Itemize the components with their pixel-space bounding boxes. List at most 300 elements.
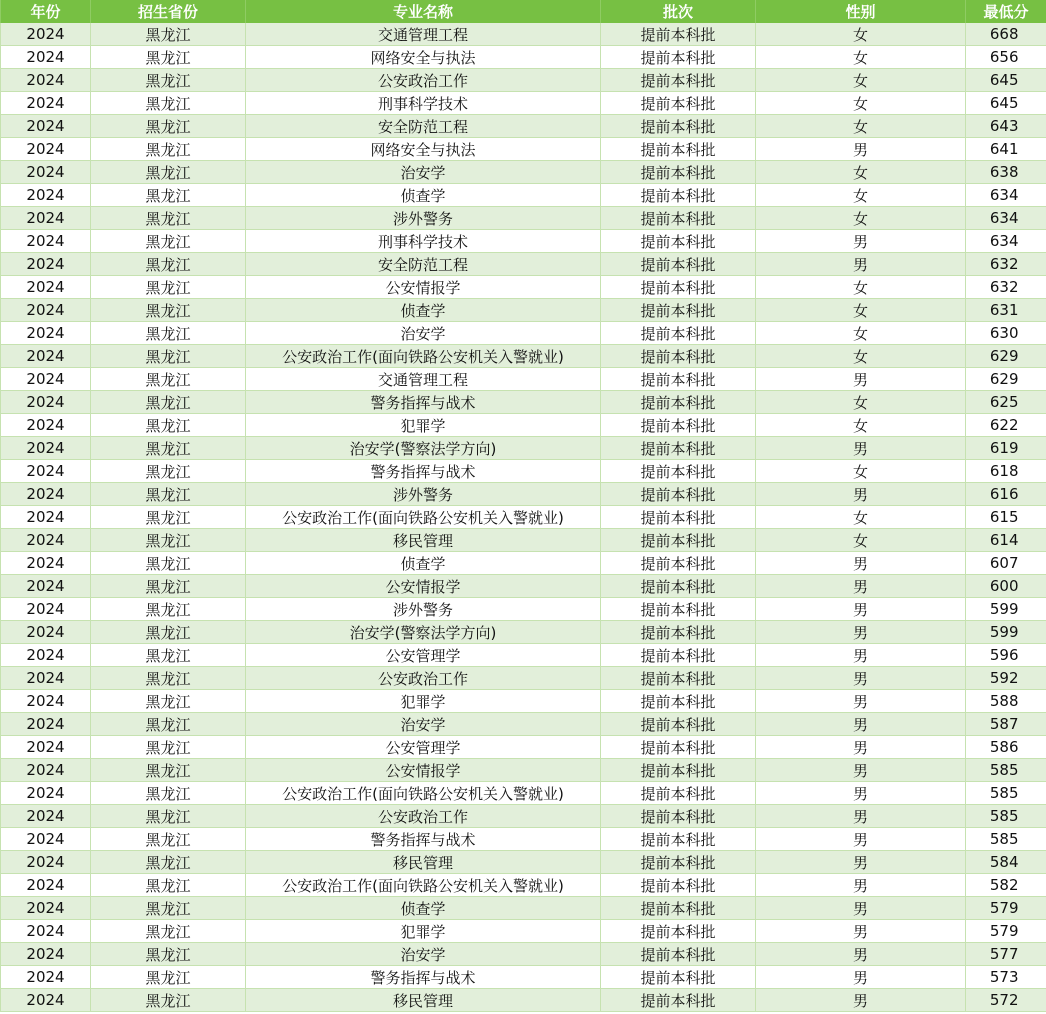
cell-province: 黑龙江 (91, 23, 246, 46)
cell-gender: 男 (756, 621, 966, 644)
cell-min-score: 579 (966, 920, 1046, 943)
cell-gender: 男 (756, 713, 966, 736)
table-row (1, 713, 1046, 736)
cell-batch: 提前本科批 (601, 874, 756, 897)
cell-province: 黑龙江 (91, 437, 246, 460)
cell-province: 黑龙江 (91, 621, 246, 644)
cell-gender: 女 (756, 115, 966, 138)
cell-gender: 男 (756, 437, 966, 460)
cell-year: 2024 (1, 115, 91, 138)
cell-min-score: 585 (966, 828, 1046, 851)
cell-year: 2024 (1, 644, 91, 667)
cell-province: 黑龙江 (91, 115, 246, 138)
cell-gender: 女 (756, 414, 966, 437)
cell-year: 2024 (1, 368, 91, 391)
cell-batch: 提前本科批 (601, 184, 756, 207)
cell-batch: 提前本科批 (601, 851, 756, 874)
cell-year: 2024 (1, 782, 91, 805)
cell-major: 警务指挥与战术 (246, 828, 601, 851)
cell-major: 公安政治工作(面向铁路公安机关入警就业) (246, 345, 601, 368)
cell-batch: 提前本科批 (601, 115, 756, 138)
cell-gender: 女 (756, 322, 966, 345)
cell-batch: 提前本科批 (601, 437, 756, 460)
cell-major: 安全防范工程 (246, 115, 601, 138)
cell-province: 黑龙江 (91, 299, 246, 322)
cell-province: 黑龙江 (91, 92, 246, 115)
cell-province: 黑龙江 (91, 207, 246, 230)
table-row (1, 805, 1046, 828)
cell-major: 侦查学 (246, 299, 601, 322)
table-row (1, 322, 1046, 345)
cell-year: 2024 (1, 690, 91, 713)
cell-major: 涉外警务 (246, 598, 601, 621)
cell-year: 2024 (1, 391, 91, 414)
cell-year: 2024 (1, 138, 91, 161)
cell-min-score: 582 (966, 874, 1046, 897)
cell-min-score: 634 (966, 184, 1046, 207)
table-row (1, 299, 1046, 322)
cell-province: 黑龙江 (91, 690, 246, 713)
cell-province: 黑龙江 (91, 184, 246, 207)
header-major: 专业名称 (246, 0, 601, 23)
cell-min-score: 587 (966, 713, 1046, 736)
table-header (1, 0, 1046, 23)
cell-gender: 男 (756, 782, 966, 805)
cell-min-score: 596 (966, 644, 1046, 667)
cell-year: 2024 (1, 207, 91, 230)
cell-batch: 提前本科批 (601, 552, 756, 575)
cell-gender: 女 (756, 460, 966, 483)
cell-province: 黑龙江 (91, 805, 246, 828)
table-row (1, 437, 1046, 460)
cell-major: 涉外警务 (246, 483, 601, 506)
cell-batch: 提前本科批 (601, 138, 756, 161)
cell-year: 2024 (1, 897, 91, 920)
cell-gender: 女 (756, 23, 966, 46)
table-row (1, 391, 1046, 414)
cell-min-score: 607 (966, 552, 1046, 575)
table-row (1, 782, 1046, 805)
cell-min-score: 641 (966, 138, 1046, 161)
table-row (1, 115, 1046, 138)
cell-major: 治安学 (246, 322, 601, 345)
cell-batch: 提前本科批 (601, 805, 756, 828)
cell-province: 黑龙江 (91, 943, 246, 966)
cell-province: 黑龙江 (91, 391, 246, 414)
cell-gender: 女 (756, 207, 966, 230)
table-row (1, 69, 1046, 92)
cell-gender: 女 (756, 69, 966, 92)
cell-batch: 提前本科批 (601, 690, 756, 713)
cell-major: 警务指挥与战术 (246, 460, 601, 483)
cell-batch: 提前本科批 (601, 575, 756, 598)
cell-min-score: 631 (966, 299, 1046, 322)
table-row (1, 690, 1046, 713)
cell-batch: 提前本科批 (601, 966, 756, 989)
table-row (1, 598, 1046, 621)
cell-gender: 女 (756, 529, 966, 552)
cell-year: 2024 (1, 23, 91, 46)
cell-major: 移民管理 (246, 529, 601, 552)
cell-batch: 提前本科批 (601, 483, 756, 506)
cell-batch: 提前本科批 (601, 529, 756, 552)
cell-batch: 提前本科批 (601, 92, 756, 115)
cell-major: 治安学(警察法学方向) (246, 621, 601, 644)
table-row (1, 897, 1046, 920)
cell-major: 治安学 (246, 161, 601, 184)
cell-province: 黑龙江 (91, 713, 246, 736)
cell-gender: 女 (756, 345, 966, 368)
table-row (1, 276, 1046, 299)
cell-batch: 提前本科批 (601, 345, 756, 368)
cell-gender: 女 (756, 184, 966, 207)
table-row (1, 874, 1046, 897)
cell-gender: 男 (756, 943, 966, 966)
cell-province: 黑龙江 (91, 345, 246, 368)
cell-province: 黑龙江 (91, 276, 246, 299)
cell-year: 2024 (1, 92, 91, 115)
cell-year: 2024 (1, 759, 91, 782)
cell-batch: 提前本科批 (601, 322, 756, 345)
cell-year: 2024 (1, 345, 91, 368)
table-row (1, 943, 1046, 966)
header-batch: 批次 (601, 0, 756, 23)
cell-min-score: 634 (966, 207, 1046, 230)
cell-batch: 提前本科批 (601, 460, 756, 483)
cell-major: 涉外警务 (246, 207, 601, 230)
cell-batch: 提前本科批 (601, 736, 756, 759)
cell-gender: 男 (756, 920, 966, 943)
cell-min-score: 668 (966, 23, 1046, 46)
cell-min-score: 592 (966, 667, 1046, 690)
cell-province: 黑龙江 (91, 897, 246, 920)
cell-batch: 提前本科批 (601, 161, 756, 184)
table-row (1, 575, 1046, 598)
cell-min-score: 622 (966, 414, 1046, 437)
cell-min-score: 585 (966, 782, 1046, 805)
table-row (1, 460, 1046, 483)
cell-min-score: 619 (966, 437, 1046, 460)
cell-min-score: 632 (966, 253, 1046, 276)
cell-gender: 男 (756, 552, 966, 575)
cell-province: 黑龙江 (91, 414, 246, 437)
cell-min-score: 599 (966, 621, 1046, 644)
cell-major: 安全防范工程 (246, 253, 601, 276)
cell-min-score: 600 (966, 575, 1046, 598)
cell-major: 犯罪学 (246, 920, 601, 943)
cell-province: 黑龙江 (91, 69, 246, 92)
cell-gender: 女 (756, 161, 966, 184)
table-row (1, 184, 1046, 207)
cell-min-score: 634 (966, 230, 1046, 253)
cell-gender: 男 (756, 483, 966, 506)
table-row (1, 529, 1046, 552)
cell-year: 2024 (1, 851, 91, 874)
cell-gender: 男 (756, 253, 966, 276)
cell-batch: 提前本科批 (601, 69, 756, 92)
cell-batch: 提前本科批 (601, 207, 756, 230)
cell-major: 移民管理 (246, 989, 601, 1012)
cell-province: 黑龙江 (91, 920, 246, 943)
cell-batch: 提前本科批 (601, 713, 756, 736)
cell-province: 黑龙江 (91, 736, 246, 759)
cell-batch: 提前本科批 (601, 943, 756, 966)
cell-year: 2024 (1, 943, 91, 966)
cell-year: 2024 (1, 253, 91, 276)
cell-year: 2024 (1, 667, 91, 690)
table-row (1, 23, 1046, 46)
cell-gender: 男 (756, 644, 966, 667)
table-row (1, 368, 1046, 391)
cell-batch: 提前本科批 (601, 253, 756, 276)
cell-min-score: 572 (966, 989, 1046, 1012)
header-gender: 性别 (756, 0, 966, 23)
table-row (1, 966, 1046, 989)
cell-batch: 提前本科批 (601, 23, 756, 46)
cell-year: 2024 (1, 161, 91, 184)
cell-year: 2024 (1, 506, 91, 529)
table-row (1, 207, 1046, 230)
table-row (1, 667, 1046, 690)
cell-gender: 男 (756, 736, 966, 759)
cell-year: 2024 (1, 920, 91, 943)
cell-gender: 男 (756, 989, 966, 1012)
cell-province: 黑龙江 (91, 368, 246, 391)
cell-gender: 男 (756, 230, 966, 253)
cell-major: 公安情报学 (246, 276, 601, 299)
table-row (1, 736, 1046, 759)
cell-province: 黑龙江 (91, 759, 246, 782)
cell-batch: 提前本科批 (601, 897, 756, 920)
cell-gender: 女 (756, 391, 966, 414)
cell-min-score: 629 (966, 345, 1046, 368)
cell-major: 刑事科学技术 (246, 230, 601, 253)
table-row (1, 552, 1046, 575)
cell-min-score: 588 (966, 690, 1046, 713)
cell-major: 公安政治工作(面向铁路公安机关入警就业) (246, 506, 601, 529)
cell-year: 2024 (1, 460, 91, 483)
header-min-score: 最低分 (966, 0, 1046, 23)
cell-province: 黑龙江 (91, 667, 246, 690)
cell-year: 2024 (1, 805, 91, 828)
cell-major: 警务指挥与战术 (246, 966, 601, 989)
cell-major: 移民管理 (246, 851, 601, 874)
cell-year: 2024 (1, 529, 91, 552)
cell-min-score: 584 (966, 851, 1046, 874)
cell-gender: 女 (756, 506, 966, 529)
cell-province: 黑龙江 (91, 828, 246, 851)
cell-min-score: 629 (966, 368, 1046, 391)
cell-major: 侦查学 (246, 897, 601, 920)
cell-min-score: 645 (966, 69, 1046, 92)
cell-min-score: 577 (966, 943, 1046, 966)
cell-batch: 提前本科批 (601, 276, 756, 299)
cell-major: 刑事科学技术 (246, 92, 601, 115)
table-row (1, 46, 1046, 69)
cell-year: 2024 (1, 46, 91, 69)
cell-year: 2024 (1, 552, 91, 575)
cell-batch: 提前本科批 (601, 782, 756, 805)
cell-major: 公安政治工作 (246, 69, 601, 92)
cell-major: 治安学(警察法学方向) (246, 437, 601, 460)
table-row (1, 345, 1046, 368)
cell-min-score: 579 (966, 897, 1046, 920)
cell-major: 公安政治工作 (246, 667, 601, 690)
table-row (1, 989, 1046, 1012)
cell-province: 黑龙江 (91, 598, 246, 621)
cell-batch: 提前本科批 (601, 920, 756, 943)
cell-major: 公安政治工作(面向铁路公安机关入警就业) (246, 874, 601, 897)
cell-batch: 提前本科批 (601, 989, 756, 1012)
cell-batch: 提前本科批 (601, 828, 756, 851)
cell-batch: 提前本科批 (601, 368, 756, 391)
cell-year: 2024 (1, 322, 91, 345)
cell-gender: 男 (756, 667, 966, 690)
header-year: 年份 (1, 0, 91, 23)
cell-major: 警务指挥与战术 (246, 391, 601, 414)
cell-min-score: 645 (966, 92, 1046, 115)
cell-min-score: 656 (966, 46, 1046, 69)
cell-min-score: 632 (966, 276, 1046, 299)
cell-gender: 女 (756, 46, 966, 69)
cell-min-score: 585 (966, 805, 1046, 828)
cell-province: 黑龙江 (91, 782, 246, 805)
cell-major: 交通管理工程 (246, 23, 601, 46)
cell-major: 犯罪学 (246, 690, 601, 713)
cell-year: 2024 (1, 483, 91, 506)
cell-major: 交通管理工程 (246, 368, 601, 391)
cell-major: 犯罪学 (246, 414, 601, 437)
cell-min-score: 625 (966, 391, 1046, 414)
cell-gender: 男 (756, 874, 966, 897)
cell-min-score: 586 (966, 736, 1046, 759)
table-row (1, 920, 1046, 943)
table-row (1, 253, 1046, 276)
cell-year: 2024 (1, 736, 91, 759)
cell-min-score: 616 (966, 483, 1046, 506)
cell-gender: 男 (756, 598, 966, 621)
cell-min-score: 615 (966, 506, 1046, 529)
cell-province: 黑龙江 (91, 552, 246, 575)
cell-batch: 提前本科批 (601, 667, 756, 690)
header-row (1, 0, 1046, 23)
table-row (1, 621, 1046, 644)
cell-province: 黑龙江 (91, 575, 246, 598)
cell-batch: 提前本科批 (601, 299, 756, 322)
cell-major: 公安政治工作(面向铁路公安机关入警就业) (246, 782, 601, 805)
cell-gender: 女 (756, 276, 966, 299)
cell-gender: 男 (756, 759, 966, 782)
table-row (1, 161, 1046, 184)
table-row (1, 230, 1046, 253)
cell-major: 公安政治工作 (246, 805, 601, 828)
cell-gender: 男 (756, 138, 966, 161)
cell-batch: 提前本科批 (601, 230, 756, 253)
table-row (1, 92, 1046, 115)
table-row (1, 483, 1046, 506)
cell-batch: 提前本科批 (601, 391, 756, 414)
cell-min-score: 618 (966, 460, 1046, 483)
cell-min-score: 643 (966, 115, 1046, 138)
cell-year: 2024 (1, 575, 91, 598)
table-row (1, 828, 1046, 851)
cell-year: 2024 (1, 989, 91, 1012)
table-body (1, 23, 1046, 1012)
cell-year: 2024 (1, 437, 91, 460)
table-row (1, 644, 1046, 667)
table-row (1, 506, 1046, 529)
cell-year: 2024 (1, 874, 91, 897)
cell-gender: 男 (756, 368, 966, 391)
cell-province: 黑龙江 (91, 253, 246, 276)
cell-province: 黑龙江 (91, 851, 246, 874)
cell-province: 黑龙江 (91, 460, 246, 483)
cell-min-score: 573 (966, 966, 1046, 989)
table-row (1, 851, 1046, 874)
cell-batch: 提前本科批 (601, 46, 756, 69)
cell-province: 黑龙江 (91, 966, 246, 989)
cell-year: 2024 (1, 713, 91, 736)
cell-major: 公安管理学 (246, 736, 601, 759)
cell-year: 2024 (1, 230, 91, 253)
cell-gender: 男 (756, 851, 966, 874)
cell-year: 2024 (1, 966, 91, 989)
cell-year: 2024 (1, 69, 91, 92)
cell-batch: 提前本科批 (601, 506, 756, 529)
cell-min-score: 585 (966, 759, 1046, 782)
cell-province: 黑龙江 (91, 322, 246, 345)
cell-min-score: 599 (966, 598, 1046, 621)
cell-batch: 提前本科批 (601, 644, 756, 667)
cell-gender: 男 (756, 828, 966, 851)
header-province: 招生省份 (91, 0, 246, 23)
cell-gender: 女 (756, 92, 966, 115)
cell-year: 2024 (1, 184, 91, 207)
cell-major: 公安情报学 (246, 759, 601, 782)
cell-province: 黑龙江 (91, 989, 246, 1012)
cell-province: 黑龙江 (91, 644, 246, 667)
cell-major: 治安学 (246, 943, 601, 966)
cell-gender: 男 (756, 897, 966, 920)
cell-province: 黑龙江 (91, 138, 246, 161)
cell-province: 黑龙江 (91, 161, 246, 184)
cell-province: 黑龙江 (91, 506, 246, 529)
cell-province: 黑龙江 (91, 46, 246, 69)
cell-gender: 女 (756, 299, 966, 322)
cell-gender: 男 (756, 575, 966, 598)
cell-province: 黑龙江 (91, 874, 246, 897)
table-row (1, 759, 1046, 782)
cell-province: 黑龙江 (91, 483, 246, 506)
cell-province: 黑龙江 (91, 230, 246, 253)
cell-year: 2024 (1, 621, 91, 644)
table-row (1, 414, 1046, 437)
cell-gender: 男 (756, 966, 966, 989)
cell-province: 黑龙江 (91, 529, 246, 552)
cell-major: 治安学 (246, 713, 601, 736)
cell-major: 侦查学 (246, 552, 601, 575)
cell-gender: 男 (756, 690, 966, 713)
table-row (1, 138, 1046, 161)
cell-batch: 提前本科批 (601, 598, 756, 621)
cell-min-score: 614 (966, 529, 1046, 552)
cell-batch: 提前本科批 (601, 621, 756, 644)
cell-year: 2024 (1, 828, 91, 851)
cell-min-score: 638 (966, 161, 1046, 184)
cell-gender: 男 (756, 805, 966, 828)
cell-major: 网络安全与执法 (246, 46, 601, 69)
cell-min-score: 630 (966, 322, 1046, 345)
